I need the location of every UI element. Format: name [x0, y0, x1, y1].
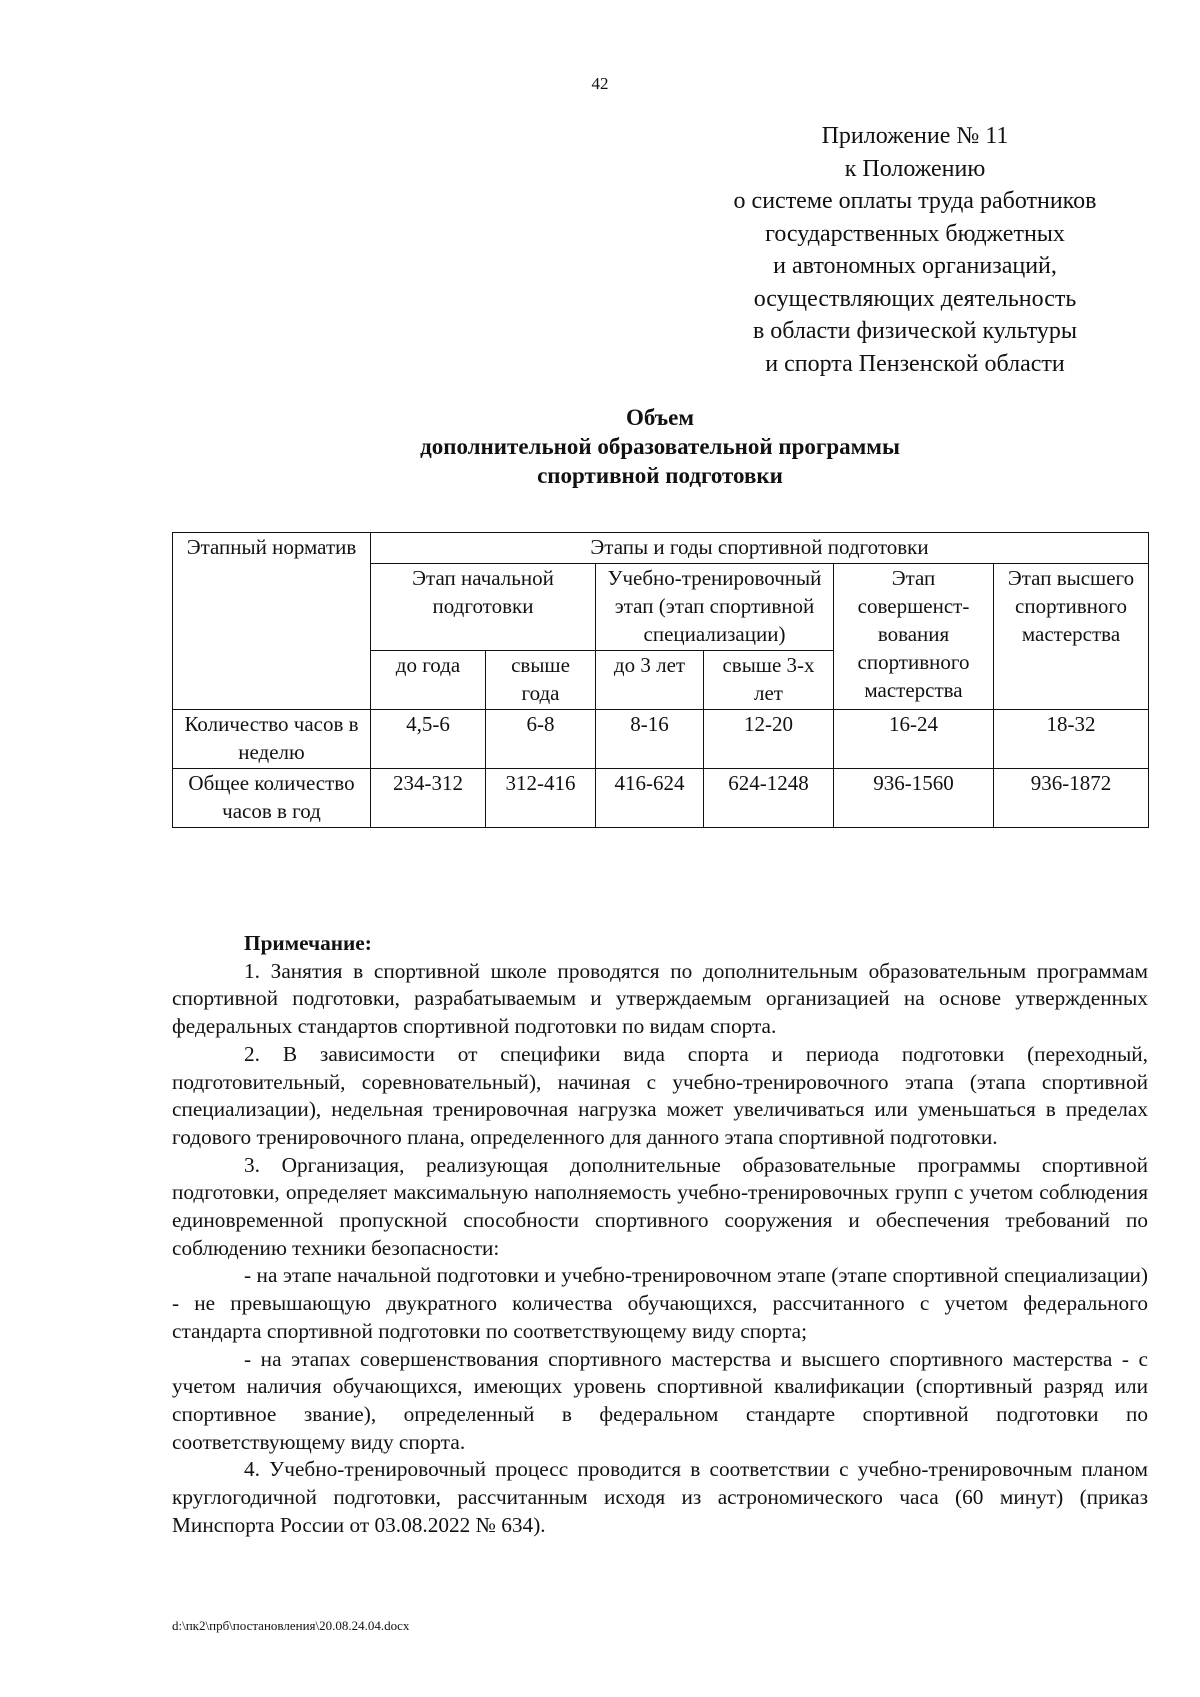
appendix-line: о системе оплаты труда работников: [733, 188, 1097, 214]
norm-table: [172, 532, 1149, 828]
value-cell: 16-24: [834, 710, 994, 769]
value-cell: 6-8: [486, 710, 596, 769]
notes-heading: Примечание:: [244, 931, 372, 955]
row-label-cell: Количество часов в неделю: [173, 710, 371, 769]
sub-header-cell: до года: [371, 651, 486, 710]
value-cell: 416-624: [596, 769, 704, 828]
sub-header-cell: свыше года: [486, 651, 596, 710]
table-row: [173, 769, 1149, 828]
value-cell: 936-1560: [834, 769, 994, 828]
note-paragraph: 4. Учебно-тренировочный процесс проводится в соответствии с учебно-тренировочным планом круглогодичной подготовки, рассчитанным исходя из астрономического часа (60 минут) (приказ Минспорта России от 03.08.2022 № 634).: [172, 1457, 1148, 1537]
value-cell: 624-1248: [704, 769, 834, 828]
appendix-line: осуществляющих деятельность: [753, 285, 1077, 312]
appendix-line: Приложение № 11: [821, 123, 1009, 149]
document-title: [170, 403, 1150, 490]
stage-header-cell: Этап начальной подготовки: [371, 564, 596, 651]
stage-header-cell: Учебно-тренировочный этап (этап спортивной специализации): [596, 564, 834, 651]
value-cell: 4,5-6: [371, 710, 486, 769]
appendix-line: и автономных организаций,: [773, 253, 1057, 279]
note-paragraph: - на этапе начальной подготовки и учебно-тренировочном этапе (этапе спортивной специализации) - не превышающую двукратного количества обучающихся, рассчитанного с учетом федерального стандарта спортивной подготовки по соответствующему виду спорта;: [172, 1263, 1148, 1343]
title-line: Объем: [625, 405, 695, 430]
value-cell: 312-416: [486, 769, 596, 828]
value-cell: 234-312: [371, 769, 486, 828]
note-paragraph: 3. Организация, реализующая дополнительные образовательные программы спортивной подготовки, определяет максимальную наполняемость учебно-тренировочных групп с учетом соблюдения единовременной пропускной способности спортивного сооружения и обеспечения требований по соблюдению техники безопасности:: [172, 1152, 1148, 1260]
value-cell: 12-20: [704, 710, 834, 769]
group-header-cell: Этапы и годы спортивной подготовки: [371, 533, 1149, 564]
note-paragraph: - на этапах совершенствования спортивного мастерства и высшего спортивного мастерства - с учетом наличия обучающихся, имеющих уровень спортивной квалификации (спортивный разряд или спортивное звание), определенный в федеральном стандарте спортивной подготовки по соответствующему виду спорта.: [172, 1346, 1148, 1454]
file-path-footer: d:\пк2\прб\постановления\20.08.24.04.docx: [172, 1618, 410, 1633]
appendix-line: в области физической культуры: [752, 318, 1078, 344]
sub-header-cell: до 3 лет: [596, 651, 704, 710]
note-paragraph: 1. Занятия в спортивной школе проводятся по дополнительным образовательным программам спортивной подготовки, разрабатываемым и утверждаемым организацией на основе утвержденных федеральных стандартов спортивной подготовки по видам спорта.: [172, 958, 1148, 1039]
value-cell: 8-16: [596, 710, 704, 769]
title-line: дополнительной образовательной программы: [420, 434, 900, 459]
appendix-line: к Положению: [844, 155, 986, 182]
appendix-block: [690, 120, 1140, 380]
appendix-line: и спорта Пензенской области: [765, 350, 1065, 377]
stage-header-cell: Этап совершенст-вования спортивного мастерства: [834, 564, 994, 710]
page-number: 42: [591, 74, 609, 93]
stage-header-cell: Этап высшего спортивного мастерства: [994, 564, 1149, 710]
table-row: [173, 710, 1149, 769]
row-header-cell: Этапный норматив: [173, 533, 371, 710]
row-label-cell: Общее количество часов в год: [173, 769, 371, 828]
note-paragraph: 2. В зависимости от специфики вида спорта и периода подготовки (переходный, подготовительный, соревновательный), начиная с учебно-тренировочного этапа (этапа спортивной специализации), недельная тренировочная нагрузка может увеличиваться или уменьшаться в пределах годового тренировочного плана, определенного для данного этапа спортивной подготовки.: [172, 1041, 1148, 1149]
sub-header-cell: свыше 3-х лет: [704, 651, 834, 710]
title-line: спортивной подготовки: [537, 463, 783, 488]
value-cell: 936-1872: [994, 769, 1149, 828]
appendix-line: государственных бюджетных: [765, 220, 1065, 247]
notes-section: [172, 930, 1148, 1539]
value-cell: 18-32: [994, 710, 1149, 769]
